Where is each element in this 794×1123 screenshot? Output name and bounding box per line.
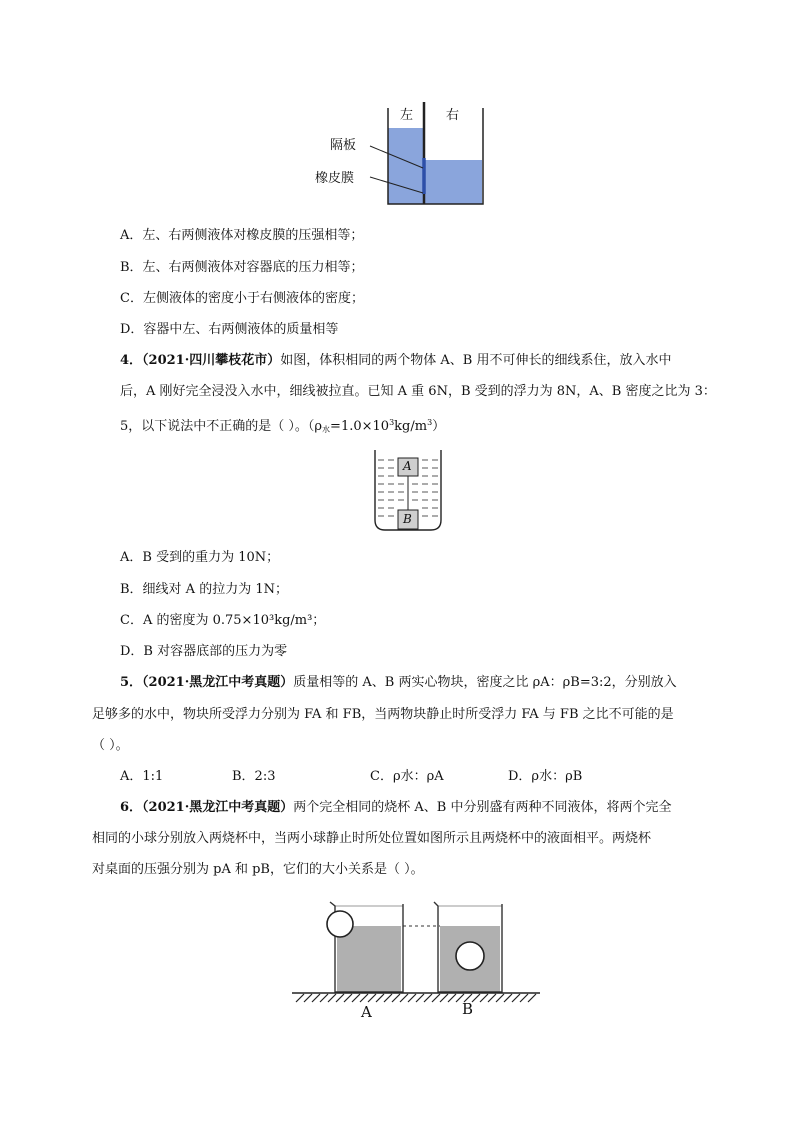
q5-line-1	[120, 674, 677, 692]
q3-option-a: A．左、右两侧液体对橡皮膜的压强相等；	[120, 228, 364, 243]
q5-option-b: B．2:3	[232, 769, 276, 784]
q4-option-c: C．A 的密度为 0.75×10³kg/m³；	[120, 613, 326, 628]
q4-line-2: 后，A 刚好完全浸没入水中，细线被拉直。已知 A 重 6N，B 受到的浮力为 8N，A、B 密度之比为 3：	[120, 384, 716, 399]
q4-number: 4．	[120, 353, 143, 368]
two-beakers-figure	[290, 892, 545, 1024]
q4-line-3: 5，以下说法中不正确的是（ ）。$(\rho_水=1.0\times 10^3kg/m^3)$	[120, 418, 446, 434]
q5-number: 5．	[120, 675, 143, 690]
q5-line-2: 足够多的水中，物块所受浮力分别为 FA 和 FB，当两物块静止时所受浮力 FA 与 FB 之比不可能的是	[92, 707, 674, 722]
q5-line-3: （ ）。	[92, 738, 129, 753]
q4-option-b: B．细线对 A 的拉力为 1N；	[120, 582, 288, 597]
q6-line-2: 相同的小球分别放入两烧杯中，当两小球静止时所处位置如图所示且两烧杯中的液面相平。两烧杯	[92, 831, 652, 846]
q5-option-c: C．ρ水：ρA	[370, 769, 444, 784]
fig2-label-b: B	[403, 512, 412, 526]
fig2-label-a: A	[403, 459, 412, 473]
fig3-label-b: B	[462, 1000, 474, 1018]
fig1-left-label: 左	[400, 108, 414, 123]
q5-text-1: 质量相等的 A、B 两实心物块，密度之比 ρA：ρB=3:2，分别放入	[293, 675, 677, 690]
fig3-label-a: A	[361, 1003, 372, 1021]
q4-option-d: D．B 对容器底部的压力为零	[120, 644, 288, 659]
q5-source: （2021·黑龙江中考真题）	[142, 675, 294, 690]
q6-line-3: 对桌面的压强分别为 pA 和 pB，它们的大小关系是（ ）。	[92, 862, 424, 877]
ball-b	[456, 942, 484, 970]
q6-text-1: 两个完全相同的烧杯 A、B 中分别盛有两种不同液体，将两个完全	[293, 800, 672, 815]
q5-option-a: A．1:1	[120, 769, 164, 784]
q4-text-1: 如图，体积相同的两个物体 A、B 用不可伸长的细线系住，放入水中	[280, 353, 672, 368]
fig1-membrane-label: 橡皮膜	[315, 171, 355, 186]
q6-source: （2021·黑龙江中考真题）	[142, 800, 294, 815]
fig1-partition-label: 隔板	[330, 138, 357, 153]
q6-line-1	[120, 799, 671, 817]
q3-option-c: C．左侧液体的密度小于右侧液体的密度；	[120, 291, 364, 306]
q3-option-b: B．左、右两侧液体对容器底的压力相等；	[120, 260, 364, 275]
ball-a	[327, 911, 353, 937]
q3-option-d: D．容器中左、右两侧液体的质量相等	[120, 322, 339, 337]
q5-option-d: D．ρ水：ρB	[508, 769, 583, 784]
q4-option-a: A．B 受到的重力为 10N；	[120, 550, 280, 565]
q6-number: 6．	[120, 800, 143, 815]
q4-line-1	[120, 352, 671, 370]
q4-source: （2021·四川攀枝花市）	[142, 353, 281, 368]
right-liquid	[424, 160, 482, 204]
fig1-right-label: 右	[446, 108, 460, 123]
